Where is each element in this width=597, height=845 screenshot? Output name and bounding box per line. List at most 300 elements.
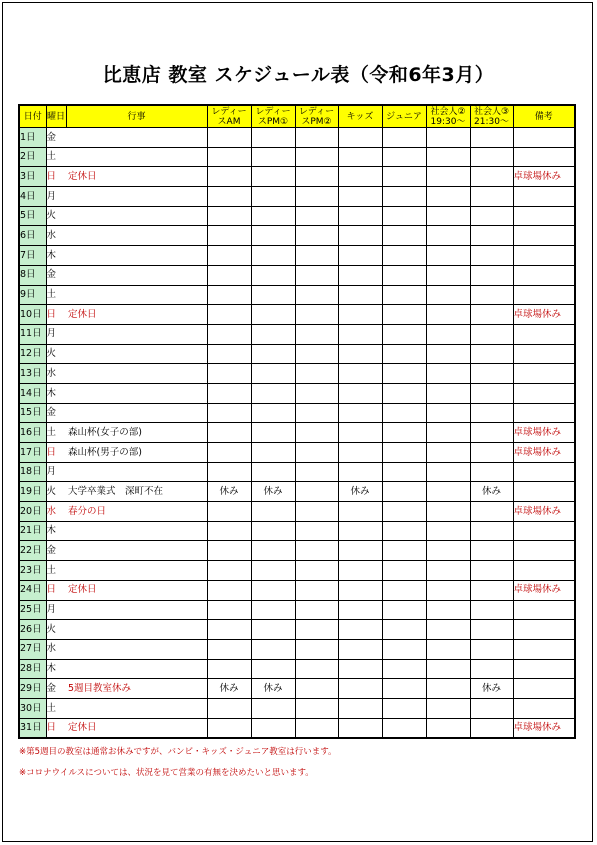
weekday-cell: 火	[46, 620, 66, 640]
date-cell: 14日	[19, 383, 46, 403]
class-cell	[382, 443, 426, 463]
remarks-cell	[513, 383, 575, 403]
class-cell	[382, 462, 426, 482]
class-cell	[382, 206, 426, 226]
date-cell: 1日	[19, 128, 46, 148]
class-cell	[251, 659, 295, 679]
weekday-cell: 木	[46, 659, 66, 679]
header-date	[19, 105, 46, 128]
class-cell	[251, 620, 295, 640]
weekday-cell: 木	[46, 383, 66, 403]
class-cell	[470, 639, 513, 659]
class-cell	[207, 561, 251, 581]
event-cell	[66, 147, 207, 167]
class-cell	[295, 718, 338, 738]
class-cell: 休み	[207, 679, 251, 699]
class-cell	[251, 462, 295, 482]
class-cell	[338, 679, 382, 699]
class-cell	[426, 698, 470, 718]
date-cell: 15日	[19, 403, 46, 423]
class-cell	[338, 305, 382, 325]
weekday-cell: 火	[46, 206, 66, 226]
class-cell	[470, 364, 513, 384]
class-cell	[295, 403, 338, 423]
weekday-cell: 金	[46, 541, 66, 561]
date-cell: 9日	[19, 285, 46, 305]
class-cell	[295, 305, 338, 325]
class-cell	[295, 502, 338, 522]
remarks-cell	[513, 285, 575, 305]
class-cell	[207, 521, 251, 541]
class-cell	[470, 206, 513, 226]
class-cell	[251, 128, 295, 148]
class-cell	[251, 383, 295, 403]
class-cell	[207, 167, 251, 187]
date-cell: 31日	[19, 718, 46, 738]
header-ladies-am-line: スAM	[217, 116, 241, 127]
weekday-cell: 金	[46, 403, 66, 423]
remarks-cell	[513, 541, 575, 561]
class-cell	[426, 364, 470, 384]
weekday-cell: 月	[46, 324, 66, 344]
class-cell	[338, 462, 382, 482]
header-junior	[382, 105, 426, 128]
class-cell	[295, 246, 338, 266]
remarks-cell	[513, 561, 575, 581]
class-cell	[382, 482, 426, 502]
date-cell: 4日	[19, 187, 46, 207]
class-cell	[470, 285, 513, 305]
date-cell: 21日	[19, 521, 46, 541]
weekday-cell: 水	[46, 502, 66, 522]
remarks-cell: 卓球場休み	[513, 167, 575, 187]
weekday-cell: 月	[46, 187, 66, 207]
class-cell	[207, 364, 251, 384]
weekday-cell: 金	[46, 128, 66, 148]
table-row	[19, 147, 575, 167]
date-cell: 11日	[19, 324, 46, 344]
event-cell: 森山杯(女子の部)	[66, 423, 207, 443]
table-row	[19, 502, 575, 522]
weekday-cell: 月	[46, 600, 66, 620]
table-row	[19, 482, 575, 502]
class-cell	[338, 403, 382, 423]
class-cell	[426, 246, 470, 266]
remarks-cell: 卓球場休み	[513, 423, 575, 443]
class-cell	[470, 659, 513, 679]
event-cell	[66, 541, 207, 561]
class-cell	[251, 580, 295, 600]
header-remarks	[513, 105, 575, 128]
class-cell	[251, 698, 295, 718]
remarks-cell	[513, 206, 575, 226]
class-cell	[382, 403, 426, 423]
remarks-cell	[513, 265, 575, 285]
date-cell: 17日	[19, 443, 46, 463]
class-cell	[338, 659, 382, 679]
table-header-row	[19, 105, 575, 128]
class-cell	[470, 443, 513, 463]
class-cell	[470, 226, 513, 246]
header-adult2	[426, 105, 470, 128]
class-cell	[382, 698, 426, 718]
remarks-cell	[513, 128, 575, 148]
class-cell	[295, 521, 338, 541]
table-row	[19, 423, 575, 443]
event-cell: 定休日	[66, 167, 207, 187]
weekday-cell: 火	[46, 482, 66, 502]
weekday-cell: 土	[46, 423, 66, 443]
event-cell	[66, 344, 207, 364]
event-cell: 定休日	[66, 305, 207, 325]
table-row	[19, 128, 575, 148]
class-cell	[295, 383, 338, 403]
class-cell	[382, 364, 426, 384]
event-cell: 大学卒業式 深町不在	[66, 482, 207, 502]
class-cell	[251, 206, 295, 226]
header-remarks-line: 備考	[534, 111, 553, 122]
class-cell	[382, 423, 426, 443]
header-ladies-pm2-line: スPM②	[301, 116, 332, 127]
table-row	[19, 265, 575, 285]
class-cell	[426, 561, 470, 581]
class-cell	[338, 423, 382, 443]
class-cell	[426, 718, 470, 738]
header-ladies-pm2-line: レディー	[298, 106, 335, 117]
header-ladies-am-line: レディー	[211, 106, 247, 117]
class-cell	[426, 679, 470, 699]
class-cell	[251, 364, 295, 384]
class-cell	[382, 128, 426, 148]
class-cell	[426, 502, 470, 522]
table-row	[19, 206, 575, 226]
class-cell	[251, 541, 295, 561]
date-cell: 22日	[19, 541, 46, 561]
class-cell	[470, 187, 513, 207]
remarks-cell	[513, 679, 575, 699]
class-cell	[470, 246, 513, 266]
class-cell	[338, 443, 382, 463]
class-cell	[382, 718, 426, 738]
class-cell	[295, 167, 338, 187]
class-cell	[338, 324, 382, 344]
date-cell: 26日	[19, 620, 46, 640]
class-cell	[295, 659, 338, 679]
table-row	[19, 383, 575, 403]
class-cell	[470, 305, 513, 325]
remarks-cell	[513, 364, 575, 384]
class-cell	[338, 285, 382, 305]
class-cell	[426, 639, 470, 659]
class-cell	[251, 521, 295, 541]
remarks-cell: 卓球場休み	[513, 580, 575, 600]
event-cell: 5週目教室休み	[66, 679, 207, 699]
class-cell	[338, 167, 382, 187]
class-cell	[295, 462, 338, 482]
event-cell	[66, 403, 207, 423]
class-cell	[207, 305, 251, 325]
date-cell: 13日	[19, 364, 46, 384]
weekday-cell: 木	[46, 521, 66, 541]
table-row	[19, 305, 575, 325]
class-cell	[382, 187, 426, 207]
class-cell	[382, 620, 426, 640]
class-cell	[338, 128, 382, 148]
class-cell	[382, 305, 426, 325]
table-row	[19, 167, 575, 187]
class-cell	[426, 226, 470, 246]
class-cell	[426, 620, 470, 640]
event-cell: 定休日	[66, 718, 207, 738]
weekday-cell: 日	[46, 167, 66, 187]
table-row	[19, 364, 575, 384]
class-cell	[338, 718, 382, 738]
class-cell: 休み	[470, 679, 513, 699]
remarks-cell: 卓球場休み	[513, 443, 575, 463]
header-weekday-line: 曜日	[46, 111, 65, 122]
remarks-cell	[513, 620, 575, 640]
class-cell	[251, 226, 295, 246]
class-cell	[426, 344, 470, 364]
class-cell	[251, 324, 295, 344]
class-cell	[338, 344, 382, 364]
header-adult2-line: 19:30〜	[430, 116, 466, 127]
date-cell: 24日	[19, 580, 46, 600]
class-cell	[295, 265, 338, 285]
class-cell	[251, 403, 295, 423]
class-cell	[426, 659, 470, 679]
page-title: 比恵店 教室 スケジュール表（令和6年3月）	[102, 64, 495, 86]
class-cell	[295, 344, 338, 364]
date-cell: 27日	[19, 639, 46, 659]
event-cell: 森山杯(男子の部)	[66, 443, 207, 463]
date-cell: 7日	[19, 246, 46, 266]
class-cell	[207, 600, 251, 620]
date-cell: 25日	[19, 600, 46, 620]
class-cell	[382, 226, 426, 246]
class-cell	[295, 443, 338, 463]
class-cell	[251, 561, 295, 581]
class-cell	[426, 167, 470, 187]
class-cell	[207, 462, 251, 482]
class-cell	[251, 147, 295, 167]
event-cell	[66, 521, 207, 541]
weekday-cell: 金	[46, 679, 66, 699]
class-cell	[382, 502, 426, 522]
class-cell	[295, 226, 338, 246]
class-cell: 休み	[251, 482, 295, 502]
weekday-cell: 日	[46, 443, 66, 463]
table-row	[19, 659, 575, 679]
class-cell	[338, 226, 382, 246]
class-cell	[382, 285, 426, 305]
class-cell	[338, 521, 382, 541]
event-cell	[66, 600, 207, 620]
remarks-cell	[513, 639, 575, 659]
remarks-cell	[513, 600, 575, 620]
remarks-cell: 卓球場休み	[513, 305, 575, 325]
remarks-cell: 卓球場休み	[513, 718, 575, 738]
class-cell	[338, 206, 382, 226]
class-cell	[295, 324, 338, 344]
class-cell	[207, 147, 251, 167]
class-cell	[382, 541, 426, 561]
event-cell	[66, 285, 207, 305]
table-row	[19, 403, 575, 423]
table-row	[19, 324, 575, 344]
class-cell	[426, 324, 470, 344]
class-cell	[426, 265, 470, 285]
event-cell	[66, 561, 207, 581]
date-cell: 23日	[19, 561, 46, 581]
table-row	[19, 580, 575, 600]
weekday-cell: 土	[46, 561, 66, 581]
class-cell	[338, 600, 382, 620]
class-cell	[207, 344, 251, 364]
class-cell	[207, 423, 251, 443]
class-cell	[470, 620, 513, 640]
class-cell	[382, 344, 426, 364]
class-cell	[426, 600, 470, 620]
class-cell	[207, 718, 251, 738]
date-cell: 16日	[19, 423, 46, 443]
class-cell	[382, 561, 426, 581]
table-row	[19, 521, 575, 541]
class-cell	[295, 482, 338, 502]
class-cell: 休み	[251, 679, 295, 699]
weekday-cell: 日	[46, 305, 66, 325]
class-cell	[470, 698, 513, 718]
class-cell	[207, 502, 251, 522]
class-cell	[426, 147, 470, 167]
remarks-cell	[513, 187, 575, 207]
class-cell	[470, 541, 513, 561]
class-cell	[338, 620, 382, 640]
date-cell: 30日	[19, 698, 46, 718]
header-event	[66, 105, 207, 128]
weekday-cell: 日	[46, 580, 66, 600]
class-cell	[207, 324, 251, 344]
date-cell: 20日	[19, 502, 46, 522]
table-row	[19, 561, 575, 581]
table-row	[19, 639, 575, 659]
header-kids-line: キッズ	[346, 111, 374, 122]
event-cell	[66, 620, 207, 640]
date-cell: 8日	[19, 265, 46, 285]
weekday-cell: 水	[46, 226, 66, 246]
class-cell	[295, 541, 338, 561]
class-cell	[207, 285, 251, 305]
class-cell	[207, 443, 251, 463]
class-cell: 休み	[207, 482, 251, 502]
date-cell: 29日	[19, 679, 46, 699]
header-ladies-pm1-line: スPM①	[257, 116, 289, 127]
class-cell	[251, 423, 295, 443]
weekday-cell: 土	[46, 147, 66, 167]
class-cell	[338, 561, 382, 581]
class-cell	[207, 541, 251, 561]
event-cell	[66, 206, 207, 226]
table-row	[19, 344, 575, 364]
schedule-table	[18, 104, 576, 739]
remarks-cell	[513, 246, 575, 266]
class-cell	[382, 246, 426, 266]
class-cell	[470, 128, 513, 148]
weekday-cell: 水	[46, 639, 66, 659]
date-cell: 5日	[19, 206, 46, 226]
class-cell	[295, 187, 338, 207]
header-ladies-am	[207, 105, 251, 128]
class-cell	[295, 423, 338, 443]
date-cell: 6日	[19, 226, 46, 246]
remarks-cell	[513, 462, 575, 482]
class-cell	[295, 620, 338, 640]
remarks-cell	[513, 698, 575, 718]
class-cell	[338, 187, 382, 207]
class-cell	[207, 206, 251, 226]
class-cell	[382, 167, 426, 187]
table-row	[19, 187, 575, 207]
class-cell	[295, 580, 338, 600]
event-cell	[66, 246, 207, 266]
class-cell	[382, 600, 426, 620]
header-junior-line: ジュニア	[386, 111, 422, 122]
event-cell	[66, 659, 207, 679]
class-cell: 休み	[338, 482, 382, 502]
weekday-cell: 金	[46, 265, 66, 285]
class-cell	[207, 246, 251, 266]
class-cell	[295, 128, 338, 148]
weekday-cell: 月	[46, 462, 66, 482]
table-row	[19, 679, 575, 699]
class-cell	[251, 285, 295, 305]
class-cell	[426, 541, 470, 561]
class-cell	[295, 561, 338, 581]
header-date-line: 日付	[23, 111, 42, 122]
class-cell	[207, 620, 251, 640]
class-cell	[470, 521, 513, 541]
event-cell	[66, 265, 207, 285]
class-cell	[426, 443, 470, 463]
table-row	[19, 443, 575, 463]
event-cell	[66, 698, 207, 718]
table-row	[19, 600, 575, 620]
class-cell	[251, 167, 295, 187]
event-cell	[66, 226, 207, 246]
header-adult3-line: 社会人③	[473, 106, 510, 117]
header-adult2-line: 社会人②	[430, 106, 466, 117]
class-cell	[207, 639, 251, 659]
class-cell	[251, 502, 295, 522]
class-cell	[470, 324, 513, 344]
class-cell	[382, 147, 426, 167]
date-cell: 12日	[19, 344, 46, 364]
class-cell	[295, 600, 338, 620]
class-cell	[426, 403, 470, 423]
class-cell	[382, 679, 426, 699]
remarks-cell	[513, 226, 575, 246]
table-row	[19, 620, 575, 640]
class-cell	[251, 443, 295, 463]
table-row	[19, 285, 575, 305]
class-cell	[426, 462, 470, 482]
class-cell	[251, 718, 295, 738]
class-cell	[251, 187, 295, 207]
class-cell	[338, 364, 382, 384]
event-cell	[66, 364, 207, 384]
weekday-cell: 木	[46, 246, 66, 266]
class-cell	[470, 580, 513, 600]
